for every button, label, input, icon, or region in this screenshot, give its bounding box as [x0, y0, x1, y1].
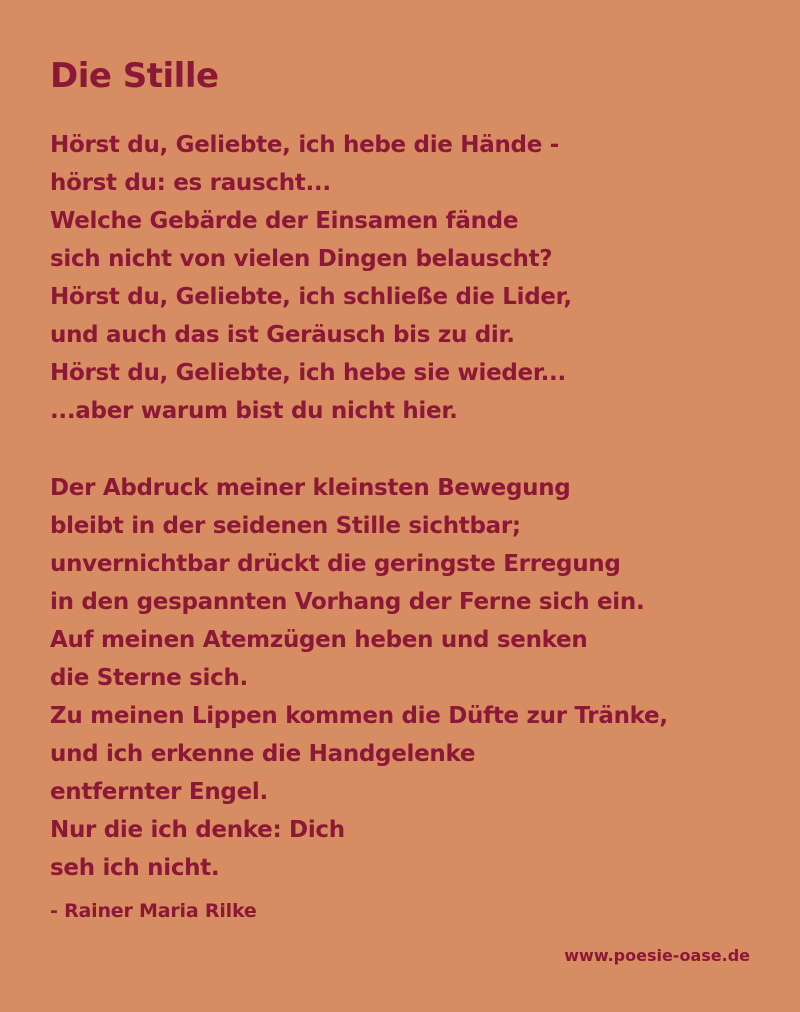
poem-line: hörst du: es rauscht...: [50, 170, 331, 196]
poem-line: sich nicht von vielen Dingen belauscht?: [50, 246, 553, 272]
poem-line: entfernter Engel.: [50, 779, 268, 805]
poem-line: Welche Gebärde der Einsamen fände: [50, 208, 519, 234]
poem-line: und auch das ist Geräusch bis zu dir.: [50, 322, 515, 348]
poem-line: bleibt in der seidenen Stille sichtbar;: [50, 513, 521, 539]
poem-line: in den gespannten Vorhang der Ferne sich ein.: [50, 589, 645, 615]
poem-line: Zu meinen Lippen kommen die Düfte zur Tränke,: [50, 703, 668, 729]
poem-line: Auf meinen Atemzügen heben und senken: [50, 627, 588, 653]
poem-line: Hörst du, Geliebte, ich schließe die Lider,: [50, 284, 572, 310]
poem-line: Hörst du, Geliebte, ich hebe die Hände -: [50, 132, 559, 158]
poem-line: Der Abdruck meiner kleinsten Bewegung: [50, 475, 571, 501]
poem-line: und ich erkenne die Handgelenke: [50, 741, 476, 767]
poem-line: die Sterne sich.: [50, 665, 248, 691]
poem-line: unvernichtbar drückt die geringste Erregung: [50, 551, 621, 577]
stanza-1: [50, 126, 572, 430]
poem-line: ...aber warum bist du nicht hier.: [50, 398, 458, 424]
stanza-2: [50, 469, 668, 887]
poem-line: seh ich nicht.: [50, 855, 220, 881]
poem-author: - Rainer Maria Rilke: [50, 900, 257, 922]
poem-line: Nur die ich denke: Dich: [50, 817, 345, 843]
poem-line: Hörst du, Geliebte, ich hebe sie wieder...: [50, 360, 566, 386]
poem-title: Die Stille: [50, 56, 219, 96]
website-credit: www.poesie-oase.de: [564, 946, 750, 965]
